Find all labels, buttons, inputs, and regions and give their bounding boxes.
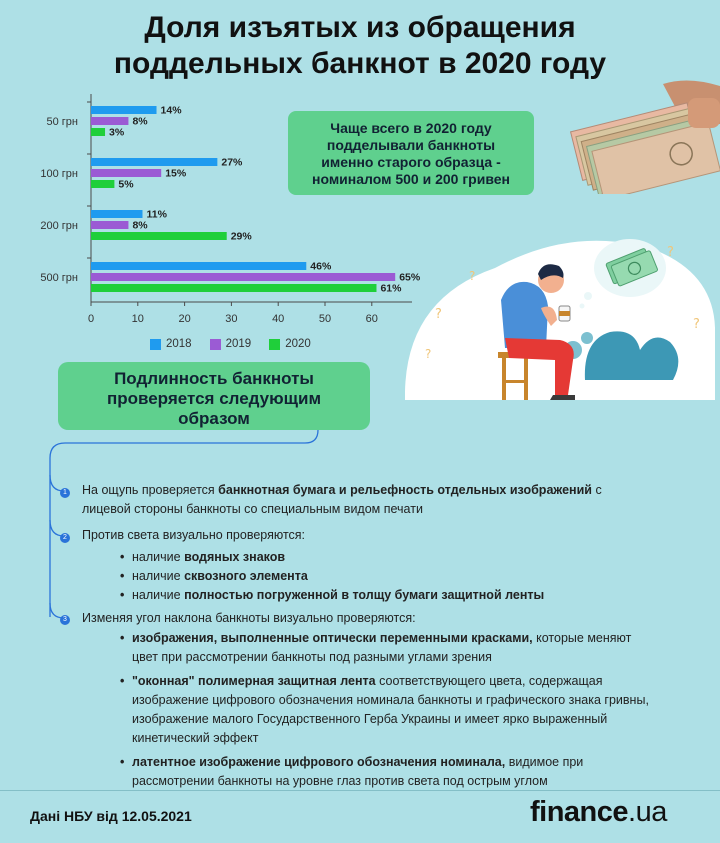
logo-main: finance	[530, 796, 629, 828]
legend-item-2019	[210, 338, 252, 350]
data-label-2019: 8%	[132, 115, 148, 128]
x-tick-label: 40	[272, 313, 285, 325]
legend-swatch-2019	[210, 339, 221, 350]
legend-swatch-2018	[150, 339, 161, 350]
step-3-bullets	[120, 629, 649, 791]
bullet-ovi	[120, 629, 649, 667]
step-3-marker: 3	[60, 615, 70, 625]
bullet-security-thread	[120, 586, 544, 605]
bullet-ovi-rest: которые меняют	[532, 631, 632, 645]
bullet-window-thread-line-4: кинетический эффект	[132, 731, 259, 745]
bar-2020	[91, 284, 376, 292]
bullet-security-thread-pre: наличие	[132, 588, 185, 602]
x-tick-label: 30	[225, 313, 238, 325]
category-label: 500 грн	[40, 272, 78, 284]
bullet-watermarks-bold: водяных знаков	[184, 550, 286, 564]
step-3-text: Изменяя угол наклона банкноты визуально проверяются:	[82, 611, 416, 625]
footer-divider	[0, 790, 720, 791]
x-tick-label: 0	[87, 313, 95, 325]
bullet-window-thread-line-2: изображение цифрового обозначения номинала банкноты и графического знака гривны,	[132, 693, 649, 707]
authenticity-check-box	[58, 362, 370, 430]
bullet-window-thread-line-1	[132, 672, 649, 691]
check-box-line-1: Подлинность банкноты	[114, 369, 314, 388]
svg-text:?: ?	[693, 317, 700, 332]
step-1-post: с	[591, 483, 602, 497]
x-tick-label: 20	[178, 313, 191, 325]
svg-text:?: ?	[469, 269, 476, 283]
svg-text:?: ?	[425, 347, 432, 361]
bullet-watermarks-pre: наличие	[132, 550, 185, 564]
bar-2020	[91, 128, 105, 136]
step-1-line-2: лицевой стороны банкноты со специальным видом печати	[82, 502, 423, 516]
bullet-latent-image	[120, 753, 649, 791]
category-label: 100 грн	[40, 168, 78, 180]
data-label-2019: 15%	[165, 167, 187, 180]
bar-2019	[91, 273, 395, 281]
bullet-latent-image-bold: латентное изображение цифрового обозначения номинала,	[132, 755, 506, 769]
callout-line-2: подделывали банкноты	[326, 137, 496, 153]
bullet-security-thread-bold: полностью погруженной в толщу бумаги защитной ленты	[184, 588, 545, 602]
step-1-text	[82, 481, 602, 519]
callout-line-4: номиналом 500 и 200 гривен	[312, 171, 510, 187]
bar-2020	[91, 232, 227, 240]
data-label-2018: 11%	[146, 208, 167, 221]
bullet-latent-image-rest: видимое при	[505, 755, 584, 769]
callout-line-1: Чаще всего в 2020 году	[330, 120, 492, 136]
step-2-text: Против света визуально проверяются:	[82, 528, 306, 542]
check-box-line-2: проверяется следующим	[106, 389, 322, 408]
callout-line-3: именно старого образца -	[321, 154, 501, 170]
legend-label-2018: 2018	[166, 338, 192, 350]
bullet-window-thread-rest: соответствующего цвета, содержащая	[375, 674, 603, 688]
x-tick-label: 50	[318, 313, 332, 325]
data-label-2020: 29%	[230, 230, 252, 243]
bullet-see-through	[120, 567, 544, 586]
bullet-window-thread	[120, 672, 649, 748]
data-label-2019: 65%	[399, 271, 420, 284]
banknotes-in-hand-icon	[568, 76, 720, 194]
check-box-line-3: образом	[178, 409, 250, 428]
data-label-2018: 27%	[221, 156, 243, 169]
chart-legend	[150, 338, 311, 350]
finance-ua-logo	[530, 796, 667, 829]
bullet-latent-image-line-1	[132, 753, 649, 772]
legend-label-2019: 2019	[225, 338, 252, 350]
bar-2019	[91, 117, 128, 125]
step-1-pre: На ощупь проверяется	[82, 483, 219, 497]
data-source: Дані НБУ від 12.05.2021	[30, 808, 192, 824]
bar-2018	[91, 262, 306, 270]
bullet-ovi-line-1	[132, 629, 649, 648]
bar-2019	[91, 221, 128, 229]
step-1-line-1	[82, 481, 602, 500]
legend-item-2020	[269, 338, 311, 350]
bullet-see-through-bold: сквозного элемента	[184, 569, 308, 583]
data-label-2019: 8%	[132, 219, 148, 232]
legend-item-2018	[150, 338, 192, 350]
data-label-2018: 46%	[310, 260, 332, 273]
step-1-marker: 1	[60, 488, 70, 498]
bar-2019	[91, 169, 161, 177]
logo-tld: .ua	[628, 796, 667, 828]
step-2-marker: 2	[60, 533, 70, 543]
page-title	[0, 10, 720, 82]
title-line-1: Доля изъятых из обращения	[144, 11, 576, 44]
bullet-window-thread-bold: "оконная" полимерная защитная лента	[132, 674, 376, 688]
title-line-2: поддельных банкнот в 2020 году	[113, 47, 607, 80]
legend-label-2020: 2020	[285, 338, 311, 350]
bullet-watermarks	[120, 548, 544, 567]
thinking-man-icon	[405, 230, 715, 405]
data-label-2020: 5%	[118, 178, 134, 191]
data-label-2020: 3%	[109, 126, 125, 139]
svg-text:?: ?	[667, 245, 674, 260]
data-label-2018: 14%	[160, 104, 182, 117]
bar-2018	[91, 106, 157, 114]
x-tick-label: 60	[365, 313, 378, 325]
bullet-ovi-line-2: цвет при рассмотрении банкноты под разными углами зрения	[132, 650, 492, 664]
bar-2018	[91, 210, 142, 218]
bullet-see-through-pre: наличие	[132, 569, 185, 583]
legend-swatch-2020	[269, 339, 280, 350]
bullet-latent-image-line-2: рассмотрении банкноты на уровне глаз против света под острым углом	[132, 774, 548, 788]
step-2-bullets	[120, 548, 544, 605]
bar-2020	[91, 180, 114, 188]
bar-2018	[91, 158, 217, 166]
bullet-window-thread-line-3: изображение малого Государственного Герба Украины и имеет ярко выраженный	[132, 712, 608, 726]
category-label: 200 грн	[40, 220, 78, 232]
bullet-ovi-bold: изображения, выполненные оптически переменными красками,	[132, 631, 533, 645]
svg-text:?: ?	[435, 307, 442, 322]
step-1-bold: банкнотная бумага и рельефность отдельных изображений	[218, 483, 592, 497]
x-tick-label: 10	[131, 313, 144, 325]
category-label: 50 грн	[46, 116, 78, 128]
callout-box	[288, 111, 534, 195]
data-label-2020: 61%	[380, 282, 402, 295]
